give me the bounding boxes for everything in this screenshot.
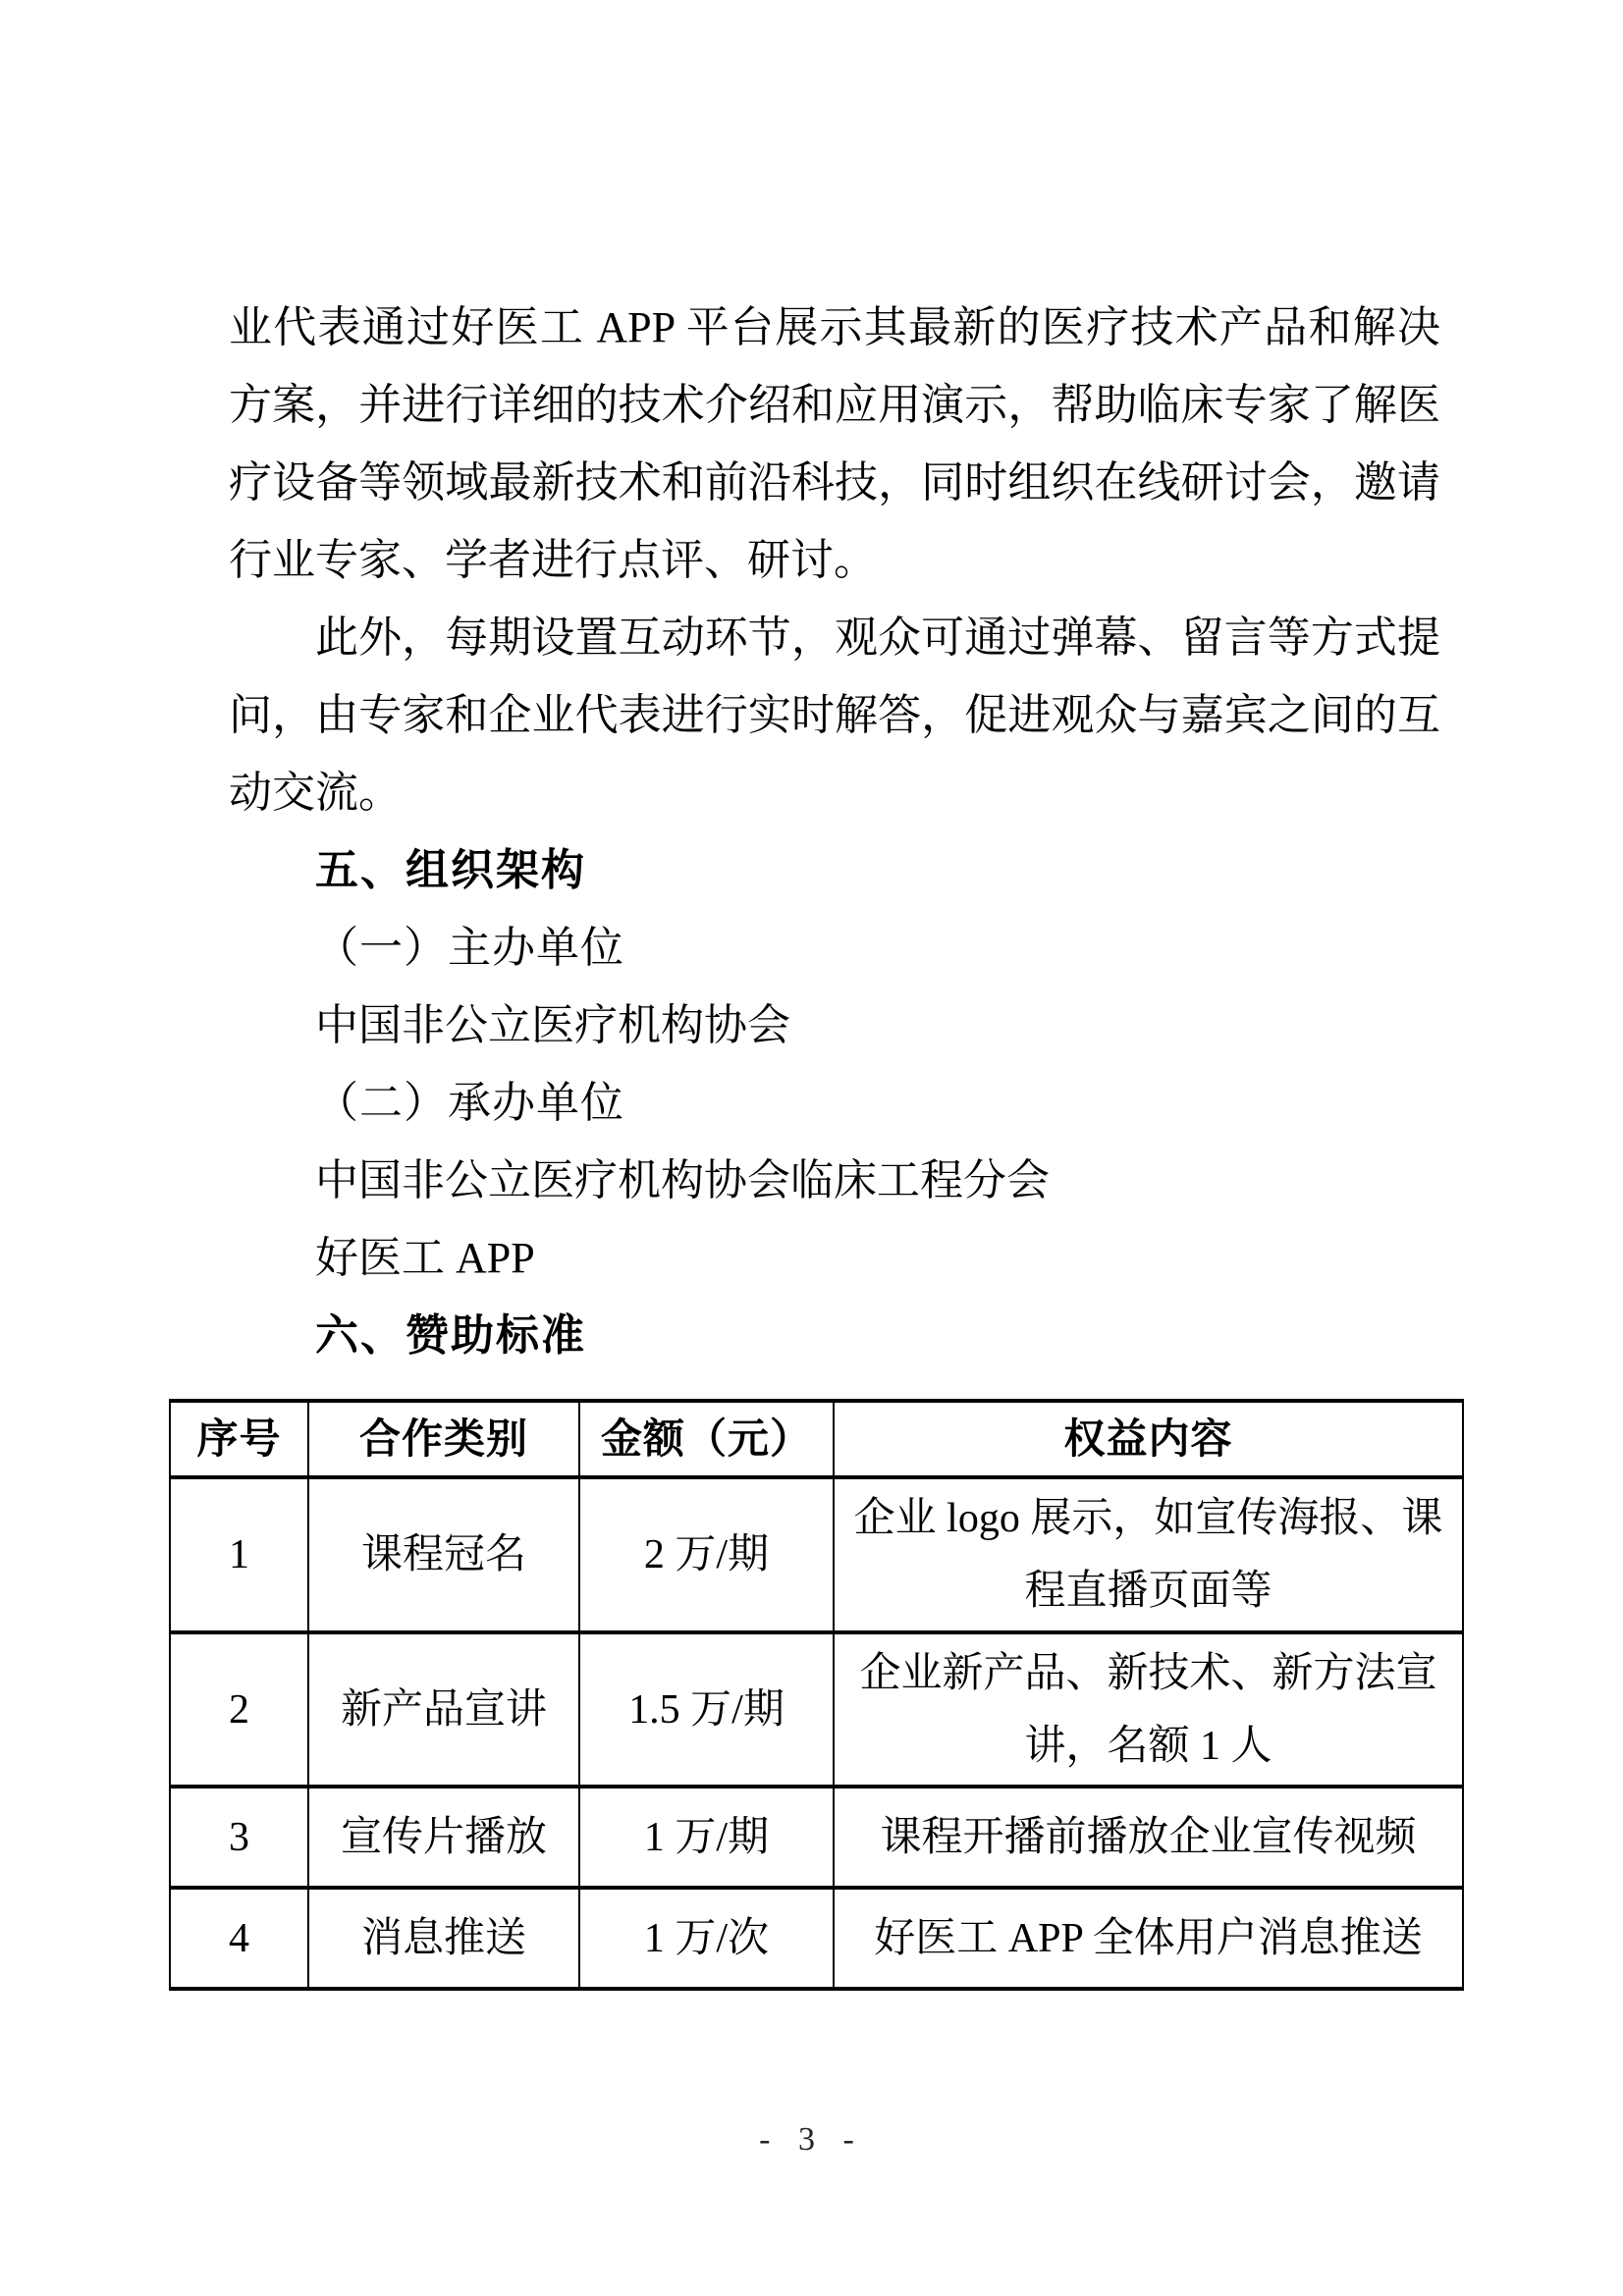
paragraph-line: 动交流。 — [229, 769, 402, 817]
table-header-cell: 金额（元） — [579, 1401, 834, 1477]
table-cell-index: 2 — [170, 1632, 308, 1787]
table-cell-benefit: 企业新产品、新技术、新方法宣讲，名额 1 人 — [834, 1632, 1463, 1787]
table-cell-amount: 1 万/次 — [579, 1888, 834, 1989]
table-cell-benefit: 企业 logo 展示，如宣传海报、课程直播页面等 — [834, 1477, 1463, 1632]
paragraph-line: 业代表通过好医工 APP 平台展示其最新的医疗技术产品和解决 — [229, 303, 1440, 351]
org-name-line: 中国非公立医疗机构协会临床工程分会 — [315, 1156, 1050, 1204]
document-body — [229, 289, 1440, 1374]
org-name-line: 中国非公立医疗机构协会 — [315, 1001, 790, 1049]
table-cell-category: 课程冠名 — [308, 1477, 579, 1632]
paragraph-line: 方案，并进行详细的技术介绍和应用演示，帮助临床专家了解医 — [229, 381, 1440, 429]
table-cell-index: 1 — [170, 1477, 308, 1632]
table-cell-benefit: 课程开播前播放企业宣传视频 — [834, 1787, 1463, 1888]
table-cell-amount: 1 万/期 — [579, 1787, 834, 1888]
table-cell-benefit: 好医工 APP 全体用户消息推送 — [834, 1888, 1463, 1989]
table-cell-category: 宣传片播放 — [308, 1787, 579, 1888]
table-header-cell: 权益内容 — [834, 1401, 1463, 1477]
table-cell-category: 消息推送 — [308, 1888, 579, 1989]
table-row — [170, 1477, 1463, 1632]
section-heading-5: 五、组织架构 — [315, 845, 586, 895]
paragraph-line: 疗设备等领域最新技术和前沿科技，同时组织在线研讨会，邀请 — [229, 458, 1440, 507]
table-row — [170, 1632, 1463, 1787]
section-heading-6: 六、赞助标准 — [315, 1310, 586, 1361]
table-row — [170, 1787, 1463, 1888]
subsection-heading: （一）主办单位 — [315, 924, 624, 972]
table-cell-index: 4 — [170, 1888, 308, 1989]
table-header-cell: 合作类别 — [308, 1401, 579, 1477]
paragraph-line: 此外，每期设置互动环节，观众可通过弹幕、留言等方式提 — [315, 614, 1440, 662]
sponsorship-table — [169, 1399, 1464, 1991]
paragraph-line: 问，由专家和企业代表进行实时解答，促进观众与嘉宾之间的互 — [229, 691, 1440, 739]
table-cell-index: 3 — [170, 1787, 308, 1888]
paragraph-line: 行业专家、学者进行点评、研讨。 — [229, 536, 877, 584]
table-cell-category: 新产品宣讲 — [308, 1632, 579, 1787]
table-cell-amount: 2 万/期 — [579, 1477, 834, 1632]
subsection-heading: （二）承办单位 — [315, 1079, 624, 1127]
table-header-cell: 序号 — [170, 1401, 308, 1477]
table-header-row — [170, 1401, 1463, 1477]
org-name-line: 好医工 APP — [315, 1234, 535, 1282]
table-row — [170, 1888, 1463, 1989]
table-cell-amount: 1.5 万/期 — [579, 1632, 834, 1787]
page-number: - 3 - — [759, 2121, 864, 2158]
